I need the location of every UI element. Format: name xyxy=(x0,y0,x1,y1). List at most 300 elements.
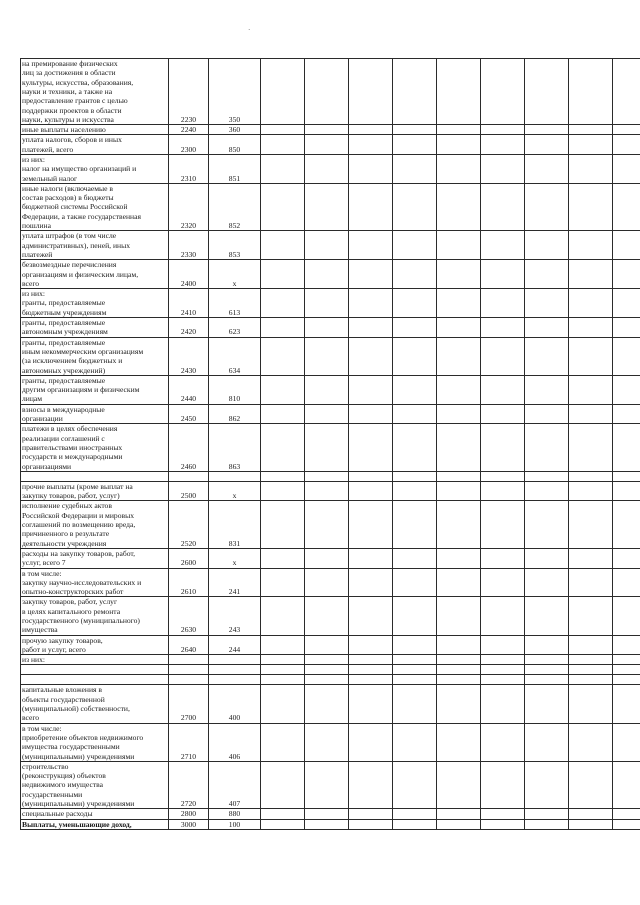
row-code: 2320 xyxy=(169,183,209,231)
amount-cell xyxy=(481,665,525,675)
row-code: 2800 xyxy=(169,809,209,819)
amount-cell xyxy=(569,471,613,481)
row-code: 3000 xyxy=(169,819,209,829)
amount-cell xyxy=(437,59,481,125)
amount-cell xyxy=(305,337,349,375)
amount-cell xyxy=(569,289,613,318)
table-row xyxy=(21,154,640,183)
amount-cell xyxy=(613,59,640,125)
amount-cell xyxy=(481,761,525,809)
amount-cell xyxy=(569,183,613,231)
amount-cell xyxy=(393,548,437,568)
row-code: 2520 xyxy=(169,501,209,549)
row-kbk-code: 613 xyxy=(209,289,261,318)
amount-cell xyxy=(349,723,393,761)
amount-cell xyxy=(437,125,481,135)
row-kbk-code: 850 xyxy=(209,135,261,155)
amount-cell xyxy=(305,260,349,289)
row-label xyxy=(21,471,169,481)
amount-cell xyxy=(525,59,569,125)
amount-cell xyxy=(437,685,481,723)
row-label: гранты, предоставляемые автономным учреждениям xyxy=(21,318,169,338)
amount-cell xyxy=(349,154,393,183)
table-row xyxy=(21,655,640,665)
amount-cell xyxy=(481,635,525,655)
amount-cell xyxy=(261,665,305,675)
amount-cell xyxy=(613,501,640,549)
amount-cell xyxy=(481,125,525,135)
amount-cell xyxy=(349,135,393,155)
table-row xyxy=(21,819,640,829)
amount-cell xyxy=(261,481,305,501)
amount-cell xyxy=(393,635,437,655)
amount-cell xyxy=(569,59,613,125)
amount-cell xyxy=(305,597,349,635)
table-row xyxy=(21,685,640,723)
amount-cell xyxy=(613,635,640,655)
table-row xyxy=(21,375,640,404)
amount-cell xyxy=(613,231,640,260)
row-label: прочую закупку товаров, работ и услуг, всего xyxy=(21,635,169,655)
amount-cell xyxy=(481,568,525,597)
table-row xyxy=(21,318,640,338)
amount-cell xyxy=(613,819,640,829)
amount-cell xyxy=(569,685,613,723)
amount-cell xyxy=(393,597,437,635)
row-kbk-code: 862 xyxy=(209,404,261,424)
amount-cell xyxy=(569,125,613,135)
table-row xyxy=(21,424,640,472)
amount-cell xyxy=(393,809,437,819)
table-row xyxy=(21,635,640,655)
amount-cell xyxy=(437,819,481,829)
amount-cell xyxy=(349,318,393,338)
row-label: уплата налогов, сборов и иных платежей, всего xyxy=(21,135,169,155)
amount-cell xyxy=(569,481,613,501)
amount-cell xyxy=(481,675,525,685)
row-label: гранты, предоставляемые другим организациям и физическим лицам xyxy=(21,375,169,404)
row-code: 2300 xyxy=(169,135,209,155)
row-kbk-code: 831 xyxy=(209,501,261,549)
table-row xyxy=(21,183,640,231)
row-code: 2450 xyxy=(169,404,209,424)
row-kbk-code: 851 xyxy=(209,154,261,183)
row-kbk-code: 852 xyxy=(209,183,261,231)
amount-cell xyxy=(613,568,640,597)
amount-cell xyxy=(569,154,613,183)
amount-cell xyxy=(305,135,349,155)
amount-cell xyxy=(613,318,640,338)
amount-cell xyxy=(437,424,481,472)
amount-cell xyxy=(525,125,569,135)
amount-cell xyxy=(261,501,305,549)
amount-cell xyxy=(305,635,349,655)
amount-cell xyxy=(305,481,349,501)
amount-cell xyxy=(305,685,349,723)
amount-cell xyxy=(613,404,640,424)
amount-cell xyxy=(305,231,349,260)
amount-cell xyxy=(349,183,393,231)
amount-cell xyxy=(305,809,349,819)
amount-cell xyxy=(393,404,437,424)
amount-cell xyxy=(613,685,640,723)
amount-cell xyxy=(525,289,569,318)
amount-cell xyxy=(305,655,349,665)
amount-cell xyxy=(305,154,349,183)
amount-cell xyxy=(569,501,613,549)
amount-cell xyxy=(349,568,393,597)
amount-cell xyxy=(261,819,305,829)
amount-cell xyxy=(525,471,569,481)
row-code: 2240 xyxy=(169,125,209,135)
amount-cell xyxy=(525,260,569,289)
amount-cell xyxy=(525,809,569,819)
amount-cell xyxy=(481,597,525,635)
amount-cell xyxy=(437,675,481,685)
row-label: иные налоги (включаемые в состав расходов) в бюджеты бюджетной системы Российской Федерации, а также государственная пошлина xyxy=(21,183,169,231)
amount-cell xyxy=(349,231,393,260)
row-label: из них: гранты, предоставляемые бюджетным учреждениям xyxy=(21,289,169,318)
row-kbk-code: 360 xyxy=(209,125,261,135)
amount-cell xyxy=(481,375,525,404)
amount-cell xyxy=(437,809,481,819)
row-label: Выплаты, уменьшающие доход, xyxy=(21,819,169,829)
amount-cell xyxy=(525,675,569,685)
amount-cell xyxy=(349,675,393,685)
table-row xyxy=(21,809,640,819)
amount-cell xyxy=(437,635,481,655)
row-code xyxy=(169,471,209,481)
row-label: платежи в целях обеспечения реализации соглашений с правительствами иностранных государств и международными организациями xyxy=(21,424,169,472)
amount-cell xyxy=(613,424,640,472)
amount-cell xyxy=(393,819,437,829)
amount-cell xyxy=(305,375,349,404)
amount-cell xyxy=(525,665,569,675)
amount-cell xyxy=(437,597,481,635)
amount-cell xyxy=(525,655,569,665)
table-row xyxy=(21,723,640,761)
row-label: прочие выплаты (кроме выплат на закупку товаров, работ, услуг) xyxy=(21,481,169,501)
row-label: взносы в международные организации xyxy=(21,404,169,424)
amount-cell xyxy=(349,260,393,289)
amount-cell xyxy=(569,809,613,819)
amount-cell xyxy=(393,665,437,675)
amount-cell xyxy=(569,404,613,424)
amount-cell xyxy=(305,318,349,338)
amount-cell xyxy=(393,59,437,125)
row-code: 2230 xyxy=(169,59,209,125)
row-code: 2600 xyxy=(169,548,209,568)
amount-cell xyxy=(569,675,613,685)
amount-cell xyxy=(305,471,349,481)
table-row xyxy=(21,260,640,289)
amount-cell xyxy=(305,819,349,829)
amount-cell xyxy=(613,548,640,568)
amount-cell xyxy=(569,337,613,375)
amount-cell xyxy=(261,568,305,597)
table-row xyxy=(21,135,640,155)
table-row xyxy=(21,665,640,675)
amount-cell xyxy=(613,761,640,809)
financial-table xyxy=(20,58,640,830)
row-code xyxy=(169,655,209,665)
amount-cell xyxy=(437,548,481,568)
amount-cell xyxy=(437,154,481,183)
row-label xyxy=(21,675,169,685)
amount-cell xyxy=(261,424,305,472)
row-kbk-code: 863 xyxy=(209,424,261,472)
row-code: 2610 xyxy=(169,568,209,597)
amount-cell xyxy=(437,761,481,809)
amount-cell xyxy=(481,481,525,501)
table-row xyxy=(21,231,640,260)
amount-cell xyxy=(525,723,569,761)
amount-cell xyxy=(481,337,525,375)
amount-cell xyxy=(525,761,569,809)
amount-cell xyxy=(437,231,481,260)
table-row xyxy=(21,471,640,481)
row-label: капитальные вложения в объекты государственной (муниципальной) собственности, всего xyxy=(21,685,169,723)
amount-cell xyxy=(261,404,305,424)
amount-cell xyxy=(393,260,437,289)
row-label: расходы на закупку товаров, работ, услуг, всего 7 xyxy=(21,548,169,568)
amount-cell xyxy=(261,685,305,723)
row-code xyxy=(169,675,209,685)
amount-cell xyxy=(305,501,349,549)
amount-cell xyxy=(481,404,525,424)
amount-cell xyxy=(349,665,393,675)
amount-cell xyxy=(261,59,305,125)
amount-cell xyxy=(393,424,437,472)
row-label: специальные расходы xyxy=(21,809,169,819)
amount-cell xyxy=(613,337,640,375)
amount-cell xyxy=(393,231,437,260)
table-row xyxy=(21,548,640,568)
amount-cell xyxy=(437,471,481,481)
amount-cell xyxy=(437,501,481,549)
amount-cell xyxy=(349,685,393,723)
amount-cell xyxy=(261,318,305,338)
table-row xyxy=(21,125,640,135)
amount-cell xyxy=(613,665,640,675)
amount-cell xyxy=(481,154,525,183)
amount-cell xyxy=(349,404,393,424)
amount-cell xyxy=(525,183,569,231)
row-label: на премирование физических лиц за достижения в области культуры, искусства, образования, науки и техники, а также на предоставление грантов с целью поддержки проектов в области науки, культуры и искусства xyxy=(21,59,169,125)
amount-cell xyxy=(349,548,393,568)
row-code xyxy=(169,665,209,675)
amount-cell xyxy=(569,548,613,568)
amount-cell xyxy=(261,548,305,568)
amount-cell xyxy=(261,597,305,635)
amount-cell xyxy=(393,761,437,809)
amount-cell xyxy=(613,471,640,481)
amount-cell xyxy=(481,685,525,723)
amount-cell xyxy=(305,289,349,318)
amount-cell xyxy=(481,655,525,665)
table-row xyxy=(21,675,640,685)
amount-cell xyxy=(569,635,613,655)
row-kbk-code xyxy=(209,655,261,665)
amount-cell xyxy=(437,318,481,338)
amount-cell xyxy=(613,655,640,665)
amount-cell xyxy=(349,471,393,481)
amount-cell xyxy=(393,154,437,183)
row-code: 2460 xyxy=(169,424,209,472)
amount-cell xyxy=(261,183,305,231)
amount-cell xyxy=(261,675,305,685)
row-code: 2500 xyxy=(169,481,209,501)
amount-cell xyxy=(305,424,349,472)
amount-cell xyxy=(525,819,569,829)
amount-cell xyxy=(525,481,569,501)
amount-cell xyxy=(261,761,305,809)
amount-cell xyxy=(525,404,569,424)
amount-cell xyxy=(481,260,525,289)
amount-cell xyxy=(525,548,569,568)
row-label: закупку товаров, работ, услуг в целях капитального ремонта государственного (муниципального) имущества xyxy=(21,597,169,635)
amount-cell xyxy=(569,819,613,829)
amount-cell xyxy=(569,375,613,404)
amount-cell xyxy=(261,471,305,481)
amount-cell xyxy=(349,481,393,501)
amount-cell xyxy=(569,723,613,761)
amount-cell xyxy=(393,125,437,135)
amount-cell xyxy=(305,125,349,135)
amount-cell xyxy=(613,675,640,685)
amount-cell xyxy=(305,59,349,125)
row-kbk-code: 350 xyxy=(209,59,261,125)
amount-cell xyxy=(305,568,349,597)
amount-cell xyxy=(437,655,481,665)
amount-cell xyxy=(525,635,569,655)
amount-cell xyxy=(613,481,640,501)
amount-cell xyxy=(261,260,305,289)
row-code: 2440 xyxy=(169,375,209,404)
amount-cell xyxy=(261,231,305,260)
amount-cell xyxy=(393,723,437,761)
row-kbk-code: х xyxy=(209,548,261,568)
row-kbk-code: 810 xyxy=(209,375,261,404)
amount-cell xyxy=(481,289,525,318)
amount-cell xyxy=(481,135,525,155)
table-row xyxy=(21,481,640,501)
row-kbk-code xyxy=(209,665,261,675)
row-code: 2330 xyxy=(169,231,209,260)
row-label: из них: xyxy=(21,655,169,665)
amount-cell xyxy=(569,424,613,472)
amount-cell xyxy=(437,568,481,597)
amount-cell xyxy=(569,260,613,289)
amount-cell xyxy=(393,481,437,501)
amount-cell xyxy=(349,375,393,404)
amount-cell xyxy=(569,761,613,809)
stray-mark: · xyxy=(248,26,251,34)
amount-cell xyxy=(525,135,569,155)
row-label: в том числе: закупку научно-исследовательских и опытно-конструкторских работ xyxy=(21,568,169,597)
amount-cell xyxy=(305,404,349,424)
amount-cell xyxy=(261,154,305,183)
amount-cell xyxy=(481,59,525,125)
amount-cell xyxy=(525,501,569,549)
amount-cell xyxy=(349,655,393,665)
row-kbk-code xyxy=(209,675,261,685)
row-kbk-code: 853 xyxy=(209,231,261,260)
amount-cell xyxy=(393,501,437,549)
amount-cell xyxy=(525,685,569,723)
row-label: уплата штрафов (в том числе административных), пеней, иных платежей xyxy=(21,231,169,260)
amount-cell xyxy=(261,125,305,135)
amount-cell xyxy=(525,231,569,260)
amount-cell xyxy=(349,819,393,829)
amount-cell xyxy=(525,318,569,338)
amount-cell xyxy=(481,723,525,761)
row-label: из них: налог на имущество организаций и земельный налог xyxy=(21,154,169,183)
amount-cell xyxy=(305,675,349,685)
amount-cell xyxy=(525,568,569,597)
amount-cell xyxy=(481,548,525,568)
amount-cell xyxy=(349,337,393,375)
row-code: 2310 xyxy=(169,154,209,183)
amount-cell xyxy=(349,809,393,819)
row-kbk-code: 100 xyxy=(209,819,261,829)
row-code: 2420 xyxy=(169,318,209,338)
amount-cell xyxy=(569,597,613,635)
row-label: иные выплаты населению xyxy=(21,125,169,135)
table-row xyxy=(21,501,640,549)
amount-cell xyxy=(393,337,437,375)
amount-cell xyxy=(305,723,349,761)
table-row xyxy=(21,59,640,125)
amount-cell xyxy=(349,424,393,472)
table-row xyxy=(21,568,640,597)
row-code: 2630 xyxy=(169,597,209,635)
row-kbk-code: х xyxy=(209,481,261,501)
table-row xyxy=(21,289,640,318)
table-row xyxy=(21,761,640,809)
amount-cell xyxy=(349,635,393,655)
amount-cell xyxy=(613,135,640,155)
amount-cell xyxy=(261,289,305,318)
amount-cell xyxy=(349,59,393,125)
row-kbk-code xyxy=(209,471,261,481)
amount-cell xyxy=(437,135,481,155)
amount-cell xyxy=(613,375,640,404)
amount-cell xyxy=(569,665,613,675)
amount-cell xyxy=(393,135,437,155)
amount-cell xyxy=(261,337,305,375)
row-code: 2710 xyxy=(169,723,209,761)
row-label: в том числе: приобретение объектов недвижимого имущества государственными (муниципальными) учреждениями xyxy=(21,723,169,761)
table-row xyxy=(21,597,640,635)
amount-cell xyxy=(393,685,437,723)
amount-cell xyxy=(261,723,305,761)
amount-cell xyxy=(525,375,569,404)
row-kbk-code: 623 xyxy=(209,318,261,338)
amount-cell xyxy=(393,655,437,665)
table-row xyxy=(21,404,640,424)
amount-cell xyxy=(305,548,349,568)
amount-cell xyxy=(525,154,569,183)
amount-cell xyxy=(437,375,481,404)
row-kbk-code: 241 xyxy=(209,568,261,597)
amount-cell xyxy=(481,183,525,231)
amount-cell xyxy=(393,318,437,338)
row-code: 2410 xyxy=(169,289,209,318)
amount-cell xyxy=(481,501,525,549)
amount-cell xyxy=(481,231,525,260)
amount-cell xyxy=(393,289,437,318)
